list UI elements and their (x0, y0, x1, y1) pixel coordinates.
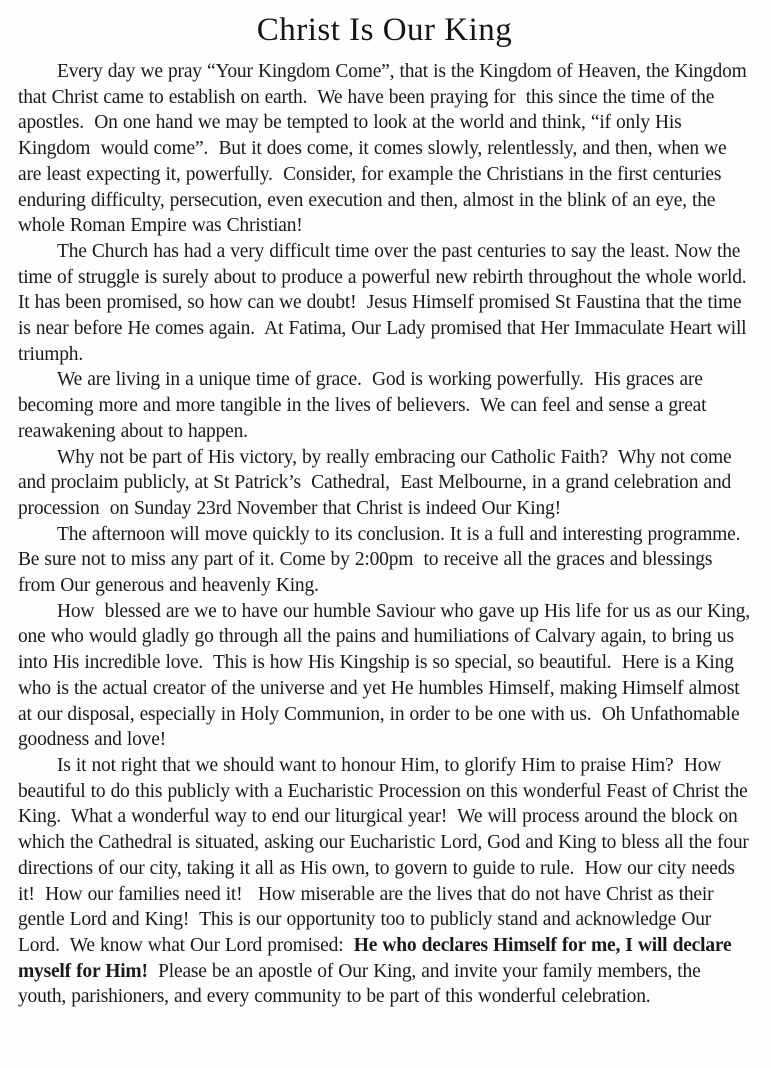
paragraph-5 (18, 522, 751, 599)
document-body (18, 59, 757, 1010)
text-segment: Please be an apostle of Our King, and invite your family members, the youth, parishioners, and every community to be part of this wonderful celebration. (18, 960, 706, 1008)
text-segment: Every day we pray “Your Kingdom Come”, that is the Kingdom of Heaven, the Kingdom that Christ came to establish on earth. We have been praying for this since the time of the apostles. On one hand we may be tempted to look at the world and think, “if only His Kingdom would come”. But it does come, it comes slowly, relentlessly, and then, when we are least expecting it, powerfully. Consider, for example the Christians in the first centuries enduring difficulty, persecution, even execution and then, almost in the blink of an eye, the whole Roman Empire was Christian! (18, 61, 752, 237)
page-title: Christ Is Our King (256, 12, 513, 48)
text-segment: The Church has had a very difficult time over the past centuries to say the least. Now the time of struggle is surely about to produce a powerful new rebirth throughout the whole world. It has been promised, so how can we doubt! Jesus Himself promised St Faustina that the time is near before He comes again. At Fatima, Our Lady promised that Her Immaculate Heart will triumph. (18, 240, 757, 365)
text-segment: Why not be part of His victory, by really embracing our Catholic Faith? Why not come and proclaim publicly, at St Patrick’s Cathedral, East Melbourne, in a grand celebration and procession on Sunday 23rd November that Christ is indeed Our King! (18, 446, 737, 519)
paragraph-4 (18, 445, 751, 522)
text-segment: We are living in a unique time of grace. God is working powerfully. His graces are becoming more and more tangible in the lives of believers. We can feel and sense a great reawakening about to happen. (18, 369, 712, 442)
text-segment: Is it not right that we should want to honour Him, to glorify Him to praise Him? How beautiful to do this publicly with a Eucharistic Procession on this wonderful Feast of Christ the King. What a wonderful way to end our liturgical year! We will process around the block on which the Cathedral is situated, asking our Eucharistic Lord, God and King to bless all the four directions of our city, taking it all as His own, to govern to guide to rule. How our city needs it! How our families need it! How miserable are the lives that do not have Christ as their gentle Lord and King! This is our opportunity too to publicly stand and acknowledge Our Lord. We know what Our Lord promised: (18, 754, 754, 956)
paragraph-2 (18, 239, 757, 368)
paragraph-3 (18, 367, 751, 444)
paragraph-6 (18, 599, 756, 753)
paragraph-1 (18, 59, 751, 239)
text-segment: How blessed are we to have our humble Saviour who gave up His life for us as our King, one who would gladly go through all the pains and humiliations of Calvary again, to bring us into His incredible love. This is how His Kingship is so special, so beautiful. Here is a King who is the actual creator of the universe and yet He humbles Himself, making Himself almost at our disposal, especially in Holy Communion, in order to be one with us. Oh Unfathomable goodness and love! (18, 600, 756, 751)
bold-text-segment: He who declares Himself for me, I will declare myself for Him! (18, 934, 737, 982)
text-segment: The afternoon will move quickly to its conclusion. It is a full and interesting programme. Be sure not to miss any part of it. Come by 2:00pm to receive all the graces and blessings from Our generous and heavenly King. (18, 523, 751, 597)
paragraph-7 (18, 753, 754, 1010)
